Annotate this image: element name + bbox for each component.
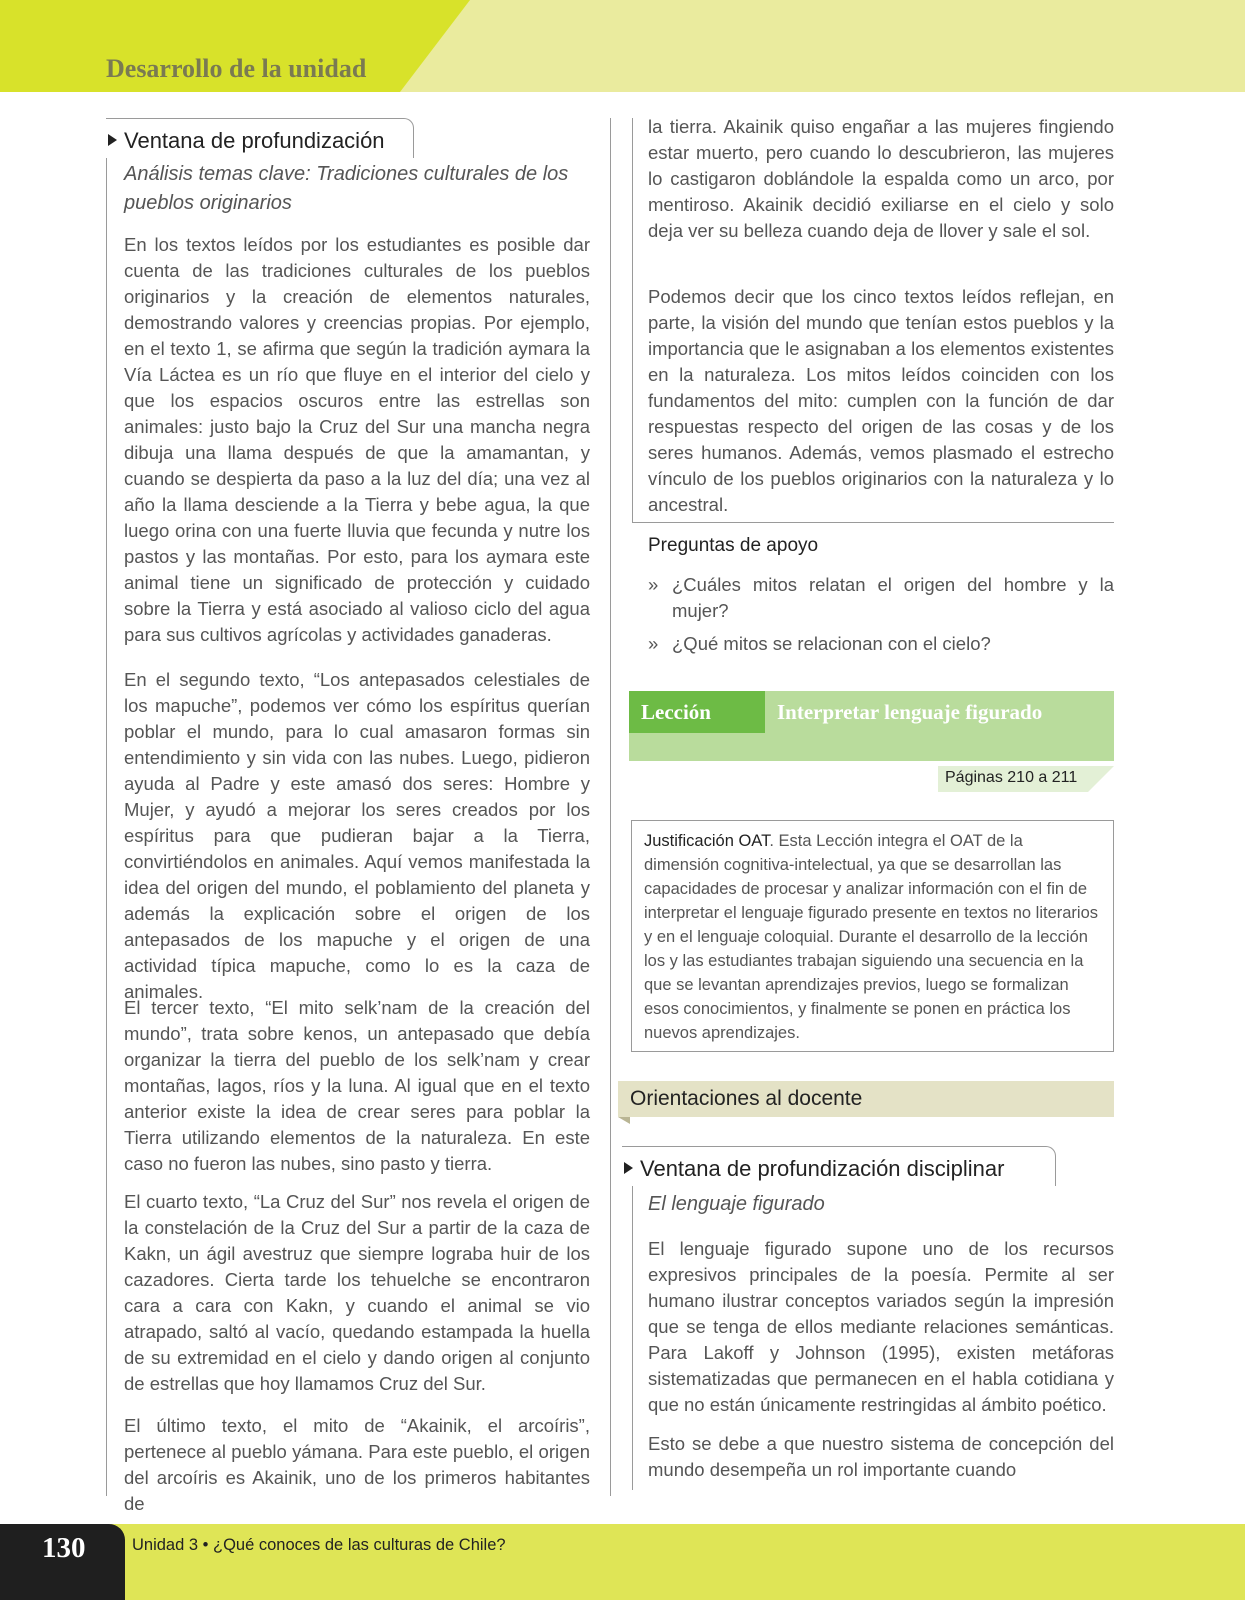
question-text: ¿Cuáles mitos relatan el origen del hombre y la mujer? xyxy=(672,574,1114,621)
paragraph: El lenguaje figurado supone uno de los recursos expresivos principales de la poesía. Permite al ser humano ilustrar conceptos variados según la impresión que se tenga de ellos mediante relaciones semánticas. Para Lakoff y Johnson (1995), existen metáforas sistematizadas que permanecen en el habla cotidiana y que no están únicamente restringidas al ámbito poético. xyxy=(648,1238,1114,1415)
page-number: 130 xyxy=(42,1532,86,1564)
bullet-icon: » xyxy=(648,574,659,595)
left-column-rule xyxy=(106,118,107,1496)
right-column-rule-lower xyxy=(632,1172,633,1490)
questions-heading: Preguntas de apoyo xyxy=(648,535,819,556)
right-column-rule xyxy=(632,118,633,522)
footer-unit-text: Unidad 3 • ¿Qué conoces de las culturas de Chile? xyxy=(132,1536,506,1554)
banner-fold xyxy=(618,1117,630,1124)
list-item xyxy=(648,572,1114,624)
list-item xyxy=(648,631,1114,657)
oat-label: Justificación OAT xyxy=(644,832,770,850)
paragraph: El tercer texto, “El mito selk’nam de la creación del mundo”, trata sobre kenos, un antepasado que debía organizar la tierra del pueblo de los selk’nam y crear montañas, lagos, ríos y la luna. Al igual que en el texto anterior existe la idea de crear seres para poblar la Tierra utilizando elementos de la naturaleza. En este caso no fueron las nubes, sino pasto y tierra. xyxy=(124,997,590,1174)
window-tab xyxy=(106,118,414,158)
paragraph: En los textos leídos por los estudiantes es posible dar cuenta de las tradiciones culturales de los pueblos originarios y la creación de elementos naturales, demostrando valores y creencias propias. Por ejemplo, en el texto 1, se afirma que según la tradición aymara la Vía Láctea es un río que fluye en el interior del cielo y que los espacios oscuros entre las estrellas son animales: justo bajo la Cruz del Sur una mancha negra dibuja una llama después de que la amamantan, y cuando se despierta da paso a la luz del día; una vez al año la llama desciende a la Tierra y bebe agua, la que luego orina con una fuerte lluvia que fecunda y nutre los pastos y las montañas. Por esto, para los aymara este animal tiene un significado de protección y cuidado sobre la Tierra y está asociado al valioso ciclo del agua para sus cultivos agrícolas y actividades ganaderas. xyxy=(124,234,590,645)
oat-text xyxy=(644,829,1102,1045)
orientaciones-title: Orientaciones al docente xyxy=(630,1087,863,1110)
window-subtitle: El lenguaje figurado xyxy=(648,1193,825,1215)
lesson-pages: Páginas 210 a 211 xyxy=(945,769,1078,786)
triangle-marker-icon xyxy=(624,1162,633,1174)
paragraph: Podemos decir que los cinco textos leídos reflejan, en parte, la visión del mundo que tenían estos pueblos y la importancia que le asignaban a los elementos existentes en la naturaleza. Los mitos leídos coinciden con los fundamentos del mito: cumplen con la función de dar respuestas respecto del origen de las cosas y de los seres humanos. Además, vemos plasmado el estrecho vínculo de los pueblos originarios con la naturaleza y lo ancestral. xyxy=(648,286,1114,515)
window-title: Ventana de profundización disciplinar xyxy=(640,1156,1005,1181)
section-end-rule xyxy=(632,522,1114,523)
page-section-title: Desarrollo de la unidad xyxy=(106,54,367,83)
bullet-icon: » xyxy=(648,633,659,654)
question-text: ¿Qué mitos se relacionan con el cielo? xyxy=(672,633,991,654)
column-divider xyxy=(610,118,611,1496)
lesson-label: Lección xyxy=(641,700,711,724)
oat-body: . Esta Lección integra el OAT de la dimensión cognitiva-intelectual, ya que se desarrollan las capacidades de procesar y analizar información con el fin de interpretar el lenguaje figurado presente en textos no literarios y en el lenguaje coloquial. Durante el desarrollo de la lección los y las estudiantes trabajan siguiendo una secuencia en la que se levantan aprendizajes previos, luego se formalizan esos conocimientos, y finalmente se ponen en práctica los nuevos aprendizajes. xyxy=(644,832,1099,1042)
paragraph: Esto se debe a que nuestro sistema de concepción del mundo desempeña un rol importante cuando xyxy=(648,1433,1114,1480)
paragraph: la tierra. Akainik quiso engañar a las mujeres fingiendo estar muerto, pero cuando lo descubrieron, las mujeres lo castigaron doblándole la espalda como un arco, por mentiroso. Akainik decidió exiliarse en el cielo y solo deja ver su belleza cuando deja de llover y sale el sol. xyxy=(648,116,1114,241)
triangle-marker-icon xyxy=(108,134,117,146)
window-title: Ventana de profundización xyxy=(124,128,385,153)
paragraph: En el segundo texto, “Los antepasados celestiales de los mapuche”, podemos ver cómo los espíritus querían poblar el mundo, para lo cual amasaron formas sin entendimiento y sin vida con las nubes. Luego, pidieron ayuda al Padre y este amasó dos seres: Hombre y Mujer, y ayudó a mejorar los seres creados por los espíritus para que pudieran bajar a la Tierra, convirtiéndolos en animales. Aquí vemos manifestada la idea del origen del mundo, el poblamiento del planeta y además la explicación sobre el origen de los antepasados de los mapuche y el origen de una actividad típica mapuche, como lo es la caza de animales. xyxy=(124,669,590,1002)
lesson-title: Interpretar lenguaje figurado xyxy=(777,700,1043,724)
window-tab xyxy=(622,1146,1056,1186)
paragraph: El cuarto texto, “La Cruz del Sur” nos revela el origen de la constelación de la Cruz del Sur a partir de la caza de Kakn, un ágil avestruz que siempre lograba huir de los cazadores. Cierta tarde los tehuelche se encontraron cara a cara con Kakn, y cuando el animal se vio atrapado, saltó al vacío, quedando estampada la huella de su extremidad en el cielo y dando origen al conjunto de estrellas que hoy llamamos Cruz del Sur. xyxy=(124,1191,590,1394)
paragraph: El último texto, el mito de “Akainik, el arcoíris”, pertenece al pueblo yámana. Para este pueblo, el origen del arcoíris es Akainik, uno de los primeros habitantes de xyxy=(124,1415,590,1514)
window-subtitle: Análisis temas clave: Tradiciones culturales de los pueblos originarios xyxy=(124,163,569,214)
